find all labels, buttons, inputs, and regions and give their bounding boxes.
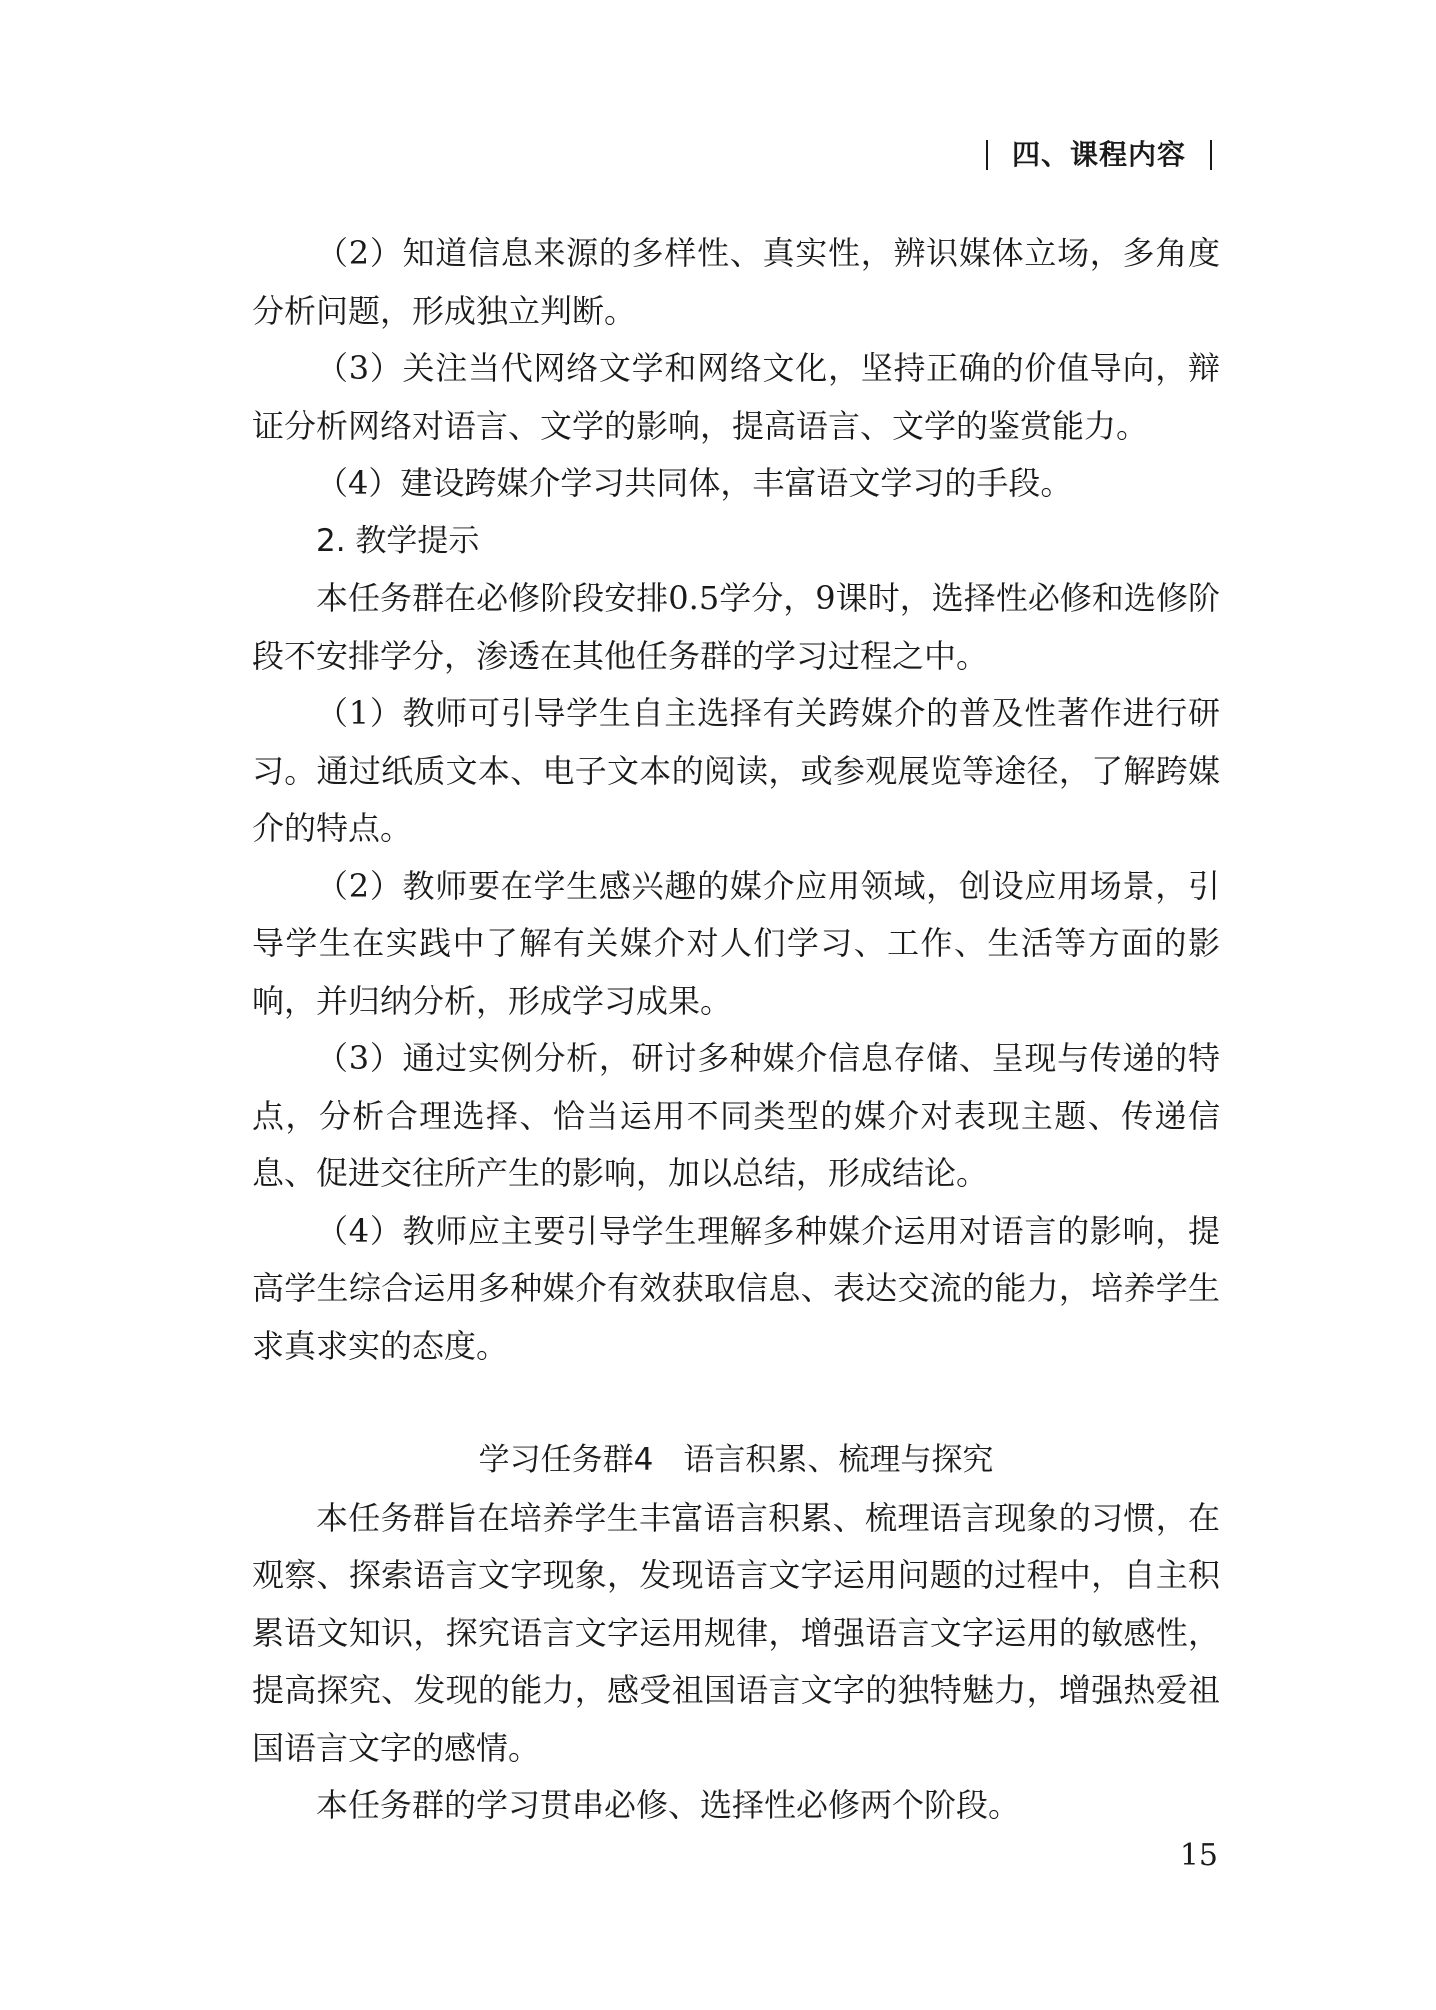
section-heading [252,1432,1220,1490]
teaching-paragraph-1: （1）教师可引导学生自主选择有关跨媒介的普及性著作进行研习。通过纸质文本、电子文本的阅读，或参观展览等途径，了解跨媒介的特点。 [252,694,1220,847]
paragraph-item-2: （2）知道信息来源的多样性、真实性，辨识媒体立场，多角度分析问题，形成独立判断。 [252,234,1220,330]
body-text [252,225,1220,1835]
paragraph-item-3: （3）关注当代网络文学和网络文化，坚持正确的价值导向，辩证分析网络对语言、文学的影响，提高语言、文学的鉴赏能力。 [252,349,1220,445]
subheading-teaching-tips: 2. 教学提示 [316,522,480,559]
paragraph-item-4: （4）建设跨媒介学习共同体，丰富语文学习的手段。 [316,464,1073,502]
teaching-paragraph-3: （3）通过实例分析，研讨多种媒介信息存储、呈现与传递的特点，分析合理选择、恰当运用不同类型的媒介对表现主题、传递信息、促进交往所产生的影响，加以总结，形成结论。 [252,1039,1220,1192]
running-head-left-rule [986,140,988,170]
teaching-paragraph-intro: 本任务群在必修阶段安排0.5学分，9课时，选择性必修和选修阶段不安排学分，渗透在其他任务群的学习过程之中。 [252,579,1220,675]
teaching-paragraph-4: （4）教师应主要引导学生理解多种媒介运用对语言的影响，提高学生综合运用多种媒介有效获取信息、表达交流的能力，培养学生求真求实的态度。 [252,1211,1220,1365]
section-title: 语言积累、梳理与探究 [683,1442,994,1478]
teaching-paragraph-2: （2）教师要在学生感兴趣的媒介应用领域，创设应用场景，引导学生在实践中了解有关媒介对人们学习、工作、生活等方面的影响，并归纳分析，形成学习成果。 [252,866,1220,1020]
section-paragraph-1: 本任务群旨在培养学生丰富语言积累、梳理语言现象的习惯，在观察、探索语言文字现象，发现语言文字运用问题的过程中，自主积累语文知识，探究语言文字运用规律，增强语言文字运用的敏感性，提高探究、发现的能力，感受祖国语言文字的独特魅力，增强热爱祖国语言文字的感情。 [252,1498,1220,1767]
section-label: 学习任务群4 [478,1442,654,1478]
page-number: 15 [1179,1838,1218,1873]
running-head-right-rule [1210,140,1212,170]
running-head [962,134,1236,175]
running-head-text: 四、课程内容 [1011,138,1186,171]
section-paragraph-2: 本任务群的学习贯串必修、选择性必修两个阶段。 [316,1786,1021,1824]
